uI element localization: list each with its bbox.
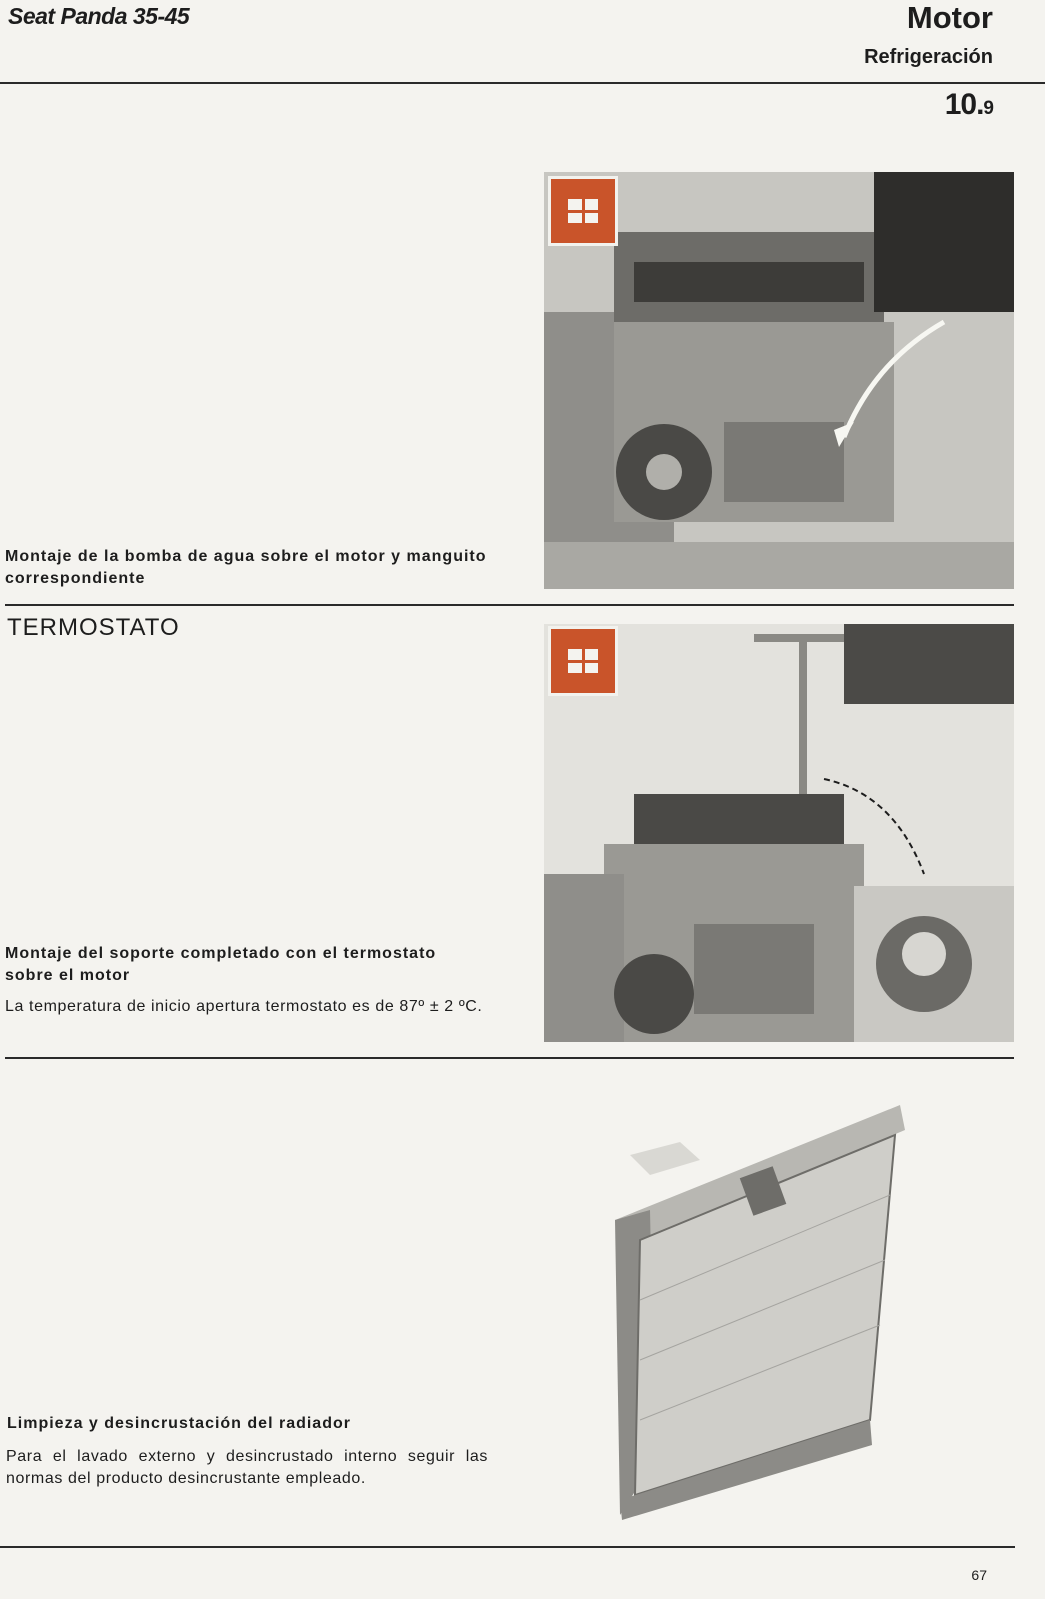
radiator-illustration bbox=[610, 1100, 920, 1520]
window-grid-icon bbox=[548, 176, 618, 246]
radiator-photo bbox=[610, 1100, 920, 1520]
section-rule-1 bbox=[5, 604, 1014, 606]
radiator-caption-title: Limpieza y desincrustación del radiador bbox=[7, 1415, 351, 1432]
window-grid-icon bbox=[548, 626, 618, 696]
section-title: Refrigeración bbox=[864, 46, 993, 68]
radiator-caption-body: Para el lavado externo y desincrustado interno seguir las normas del producto desincrustante empleado. bbox=[6, 1448, 488, 1487]
water-pump-caption: Montaje de la bomba de agua sobre el motor y manguito correspondiente bbox=[5, 548, 487, 587]
thermostat-caption-body: La temperatura de inicio apertura termostato es de 87º ± 2 ºC. bbox=[5, 998, 483, 1015]
section-rule-2 bbox=[5, 1057, 1014, 1059]
footer-rule bbox=[0, 1546, 1015, 1548]
page-number: 67 bbox=[971, 1567, 987, 1583]
section-code-main: 10. bbox=[944, 88, 984, 121]
thermostat-caption-title: Montaje del soporte completado con el termostato sobre el motor bbox=[5, 945, 437, 984]
header-rule bbox=[0, 82, 1045, 84]
section-code-sub: 9 bbox=[983, 98, 993, 119]
chapter-title: Motor bbox=[906, 0, 993, 35]
book-title: Seat Panda 35-45 bbox=[8, 3, 190, 29]
thermostat-heading: TERMOSTATO bbox=[7, 614, 180, 641]
section-code bbox=[945, 88, 993, 122]
